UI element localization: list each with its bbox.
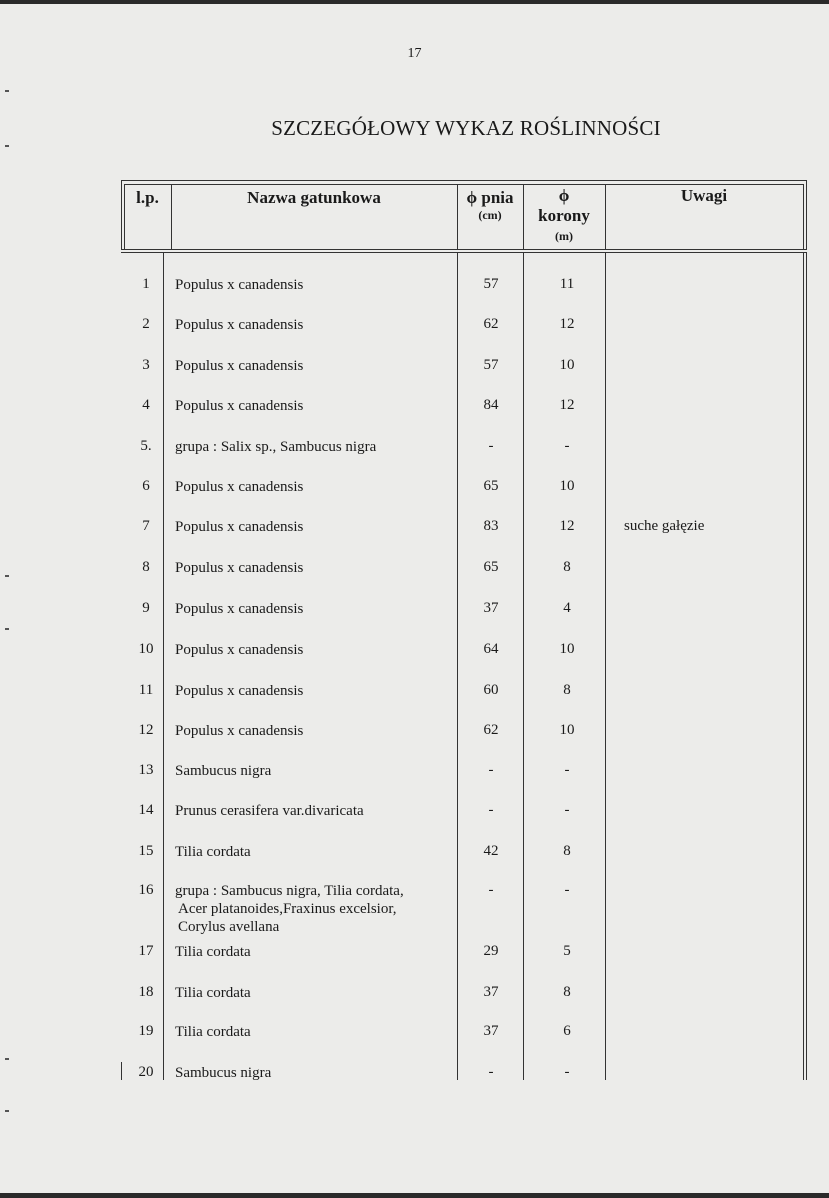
cell-pnia: 65 bbox=[483, 559, 499, 575]
cell-pnia: 84 bbox=[483, 397, 499, 413]
header-col-line bbox=[171, 184, 172, 250]
header-korony-unit: (m) bbox=[555, 229, 573, 243]
cell-pnia: 29 bbox=[483, 943, 499, 959]
header-pnia-label: ϕ pnia bbox=[466, 188, 514, 207]
cell-lp: 4 bbox=[142, 397, 150, 413]
page-number: 17 bbox=[407, 46, 422, 61]
cell-lp: 11 bbox=[138, 682, 154, 698]
cell-name bbox=[175, 518, 465, 536]
cell-lp: 5. bbox=[140, 438, 152, 454]
cell-pnia: 62 bbox=[483, 722, 499, 738]
cell-lp: 16 bbox=[138, 882, 154, 898]
cell-korony: 4 bbox=[563, 600, 571, 616]
cell-name bbox=[175, 438, 465, 456]
cell-name bbox=[175, 843, 465, 861]
cell-lp: 17 bbox=[138, 943, 154, 959]
cell-name bbox=[175, 802, 465, 820]
cell-name bbox=[175, 357, 465, 375]
body-outer-line bbox=[803, 253, 804, 1080]
cell-name bbox=[175, 641, 465, 659]
cell-lp: 1 bbox=[142, 276, 150, 292]
cell-korony: 12 bbox=[559, 518, 575, 534]
header-name: Nazwa gatunkowa bbox=[247, 188, 381, 207]
cell-pnia: 57 bbox=[483, 357, 499, 373]
cell-lp: 14 bbox=[138, 802, 154, 818]
cell-korony: 12 bbox=[559, 397, 575, 413]
cell-pnia: 83 bbox=[483, 518, 499, 534]
cell-pnia: 57 bbox=[483, 276, 499, 292]
cell-lp: 8 bbox=[142, 559, 150, 575]
body-col-line bbox=[605, 253, 606, 1080]
header-korony bbox=[523, 186, 605, 246]
cell-korony: 8 bbox=[563, 682, 571, 698]
cell-name-line: Sambucus nigra bbox=[175, 1065, 272, 1081]
scan-mark bbox=[5, 90, 9, 92]
cell-name bbox=[175, 882, 465, 936]
cell-name-line: Populus x canadensis bbox=[175, 358, 304, 374]
cell-pnia: - bbox=[488, 882, 494, 898]
cell-lp: 2 bbox=[142, 316, 150, 332]
cell-name-line: Prunus cerasifera var.divaricata bbox=[175, 803, 364, 819]
body-outer-line bbox=[806, 253, 807, 1080]
cell-name bbox=[175, 276, 465, 294]
cell-name-line: Tilia cordata bbox=[175, 1024, 251, 1040]
cell-lp: 13 bbox=[138, 762, 154, 778]
cell-lp: 9 bbox=[142, 600, 150, 616]
cell-lp: 3 bbox=[142, 357, 150, 373]
cell-name bbox=[175, 722, 465, 740]
cell-name bbox=[175, 1064, 465, 1082]
cell-name bbox=[175, 682, 465, 700]
cell-korony: - bbox=[564, 1064, 570, 1080]
scan-bottom-edge bbox=[0, 1193, 829, 1198]
cell-name-line: Populus x canadensis bbox=[175, 519, 304, 535]
cell-lp: 19 bbox=[138, 1023, 154, 1039]
page-title: SZCZEGÓŁOWY WYKAZ ROŚLINNOŚCI bbox=[271, 116, 661, 140]
cell-pnia: - bbox=[488, 762, 494, 778]
cell-name bbox=[175, 559, 465, 577]
header-pnia-unit: (cm) bbox=[478, 208, 502, 222]
scan-mark bbox=[5, 1110, 9, 1112]
cell-pnia: 62 bbox=[483, 316, 499, 332]
cell-name-line: Tilia cordata bbox=[175, 944, 251, 960]
cell-name-line: Tilia cordata bbox=[175, 844, 251, 860]
cell-lp: 6 bbox=[142, 478, 150, 494]
cell-pnia: 37 bbox=[483, 1023, 499, 1039]
cell-lp: 18 bbox=[138, 984, 154, 1000]
header-col-line bbox=[457, 184, 458, 250]
cell-name-line: Populus x canadensis bbox=[175, 277, 304, 293]
cell-name bbox=[175, 943, 465, 961]
cell-name-line: Populus x canadensis bbox=[175, 560, 304, 576]
cell-name-line: Populus x canadensis bbox=[175, 642, 304, 658]
scan-mark bbox=[5, 628, 9, 630]
cell-korony: 8 bbox=[563, 843, 571, 859]
cell-name-line: Populus x canadensis bbox=[175, 479, 304, 495]
cell-korony: - bbox=[564, 882, 570, 898]
cell-name-line: Sambucus nigra bbox=[175, 763, 272, 779]
cell-name bbox=[175, 984, 465, 1002]
cell-korony: 6 bbox=[563, 1023, 571, 1039]
header-inner-border bbox=[803, 184, 804, 250]
cell-name-line: grupa : Salix sp., Sambucus nigra bbox=[175, 439, 377, 455]
cell-lp: 20 bbox=[138, 1064, 154, 1080]
cell-korony: 8 bbox=[563, 984, 571, 1000]
cell-name bbox=[175, 762, 465, 780]
cell-name-line: Tilia cordata bbox=[175, 985, 251, 1001]
cell-name bbox=[175, 316, 465, 334]
cell-pnia: 37 bbox=[483, 984, 499, 1000]
header-col-line bbox=[523, 184, 524, 250]
header-col-line bbox=[605, 184, 606, 250]
body-col-line bbox=[523, 253, 524, 1080]
cell-name bbox=[175, 600, 465, 618]
cell-korony: 10 bbox=[559, 478, 575, 494]
scan-mark bbox=[5, 145, 9, 147]
cell-pnia: 42 bbox=[483, 843, 499, 859]
scan-top-edge bbox=[0, 0, 829, 4]
cell-name-line: grupa : Sambucus nigra, Tilia cordata, bbox=[175, 883, 404, 899]
cell-lp: 7 bbox=[142, 518, 150, 534]
header-korony-label: korony bbox=[538, 206, 590, 225]
cell-korony: 12 bbox=[559, 316, 575, 332]
cell-pnia: 60 bbox=[483, 682, 499, 698]
header-lp: l.p. bbox=[136, 188, 159, 207]
cell-name bbox=[175, 397, 465, 415]
cell-name-line: Acer platanoides,Fraxinus excelsior, bbox=[178, 901, 397, 917]
cell-name bbox=[175, 1023, 465, 1041]
cell-pnia: 64 bbox=[483, 641, 499, 657]
cell-pnia: - bbox=[488, 438, 494, 454]
cell-lp: 12 bbox=[138, 722, 154, 738]
cell-korony: - bbox=[564, 802, 570, 818]
cell-name bbox=[175, 478, 465, 496]
header-uwagi: Uwagi bbox=[680, 186, 728, 205]
cell-name-line: Populus x canadensis bbox=[175, 317, 304, 333]
cell-pnia: - bbox=[488, 802, 494, 818]
cell-korony: - bbox=[564, 438, 570, 454]
cell-korony: 10 bbox=[559, 641, 575, 657]
cell-korony: 5 bbox=[563, 943, 571, 959]
header-korony-symbol: ϕ bbox=[558, 186, 570, 205]
scan-mark bbox=[5, 1058, 9, 1060]
cell-pnia: - bbox=[488, 1064, 494, 1080]
cell-lp: 10 bbox=[138, 641, 154, 657]
cell-korony: 10 bbox=[559, 357, 575, 373]
scan-mark bbox=[5, 575, 9, 577]
cell-name-line: Corylus avellana bbox=[178, 919, 280, 935]
cell-name-line: Populus x canadensis bbox=[175, 398, 304, 414]
cell-pnia: 65 bbox=[483, 478, 499, 494]
cell-uwagi: suche gałęzie bbox=[624, 518, 705, 534]
header-bottom-rule bbox=[121, 249, 807, 253]
cell-korony: 8 bbox=[563, 559, 571, 575]
cell-korony: 10 bbox=[559, 722, 575, 738]
cell-name-line: Populus x canadensis bbox=[175, 723, 304, 739]
cell-name-line: Populus x canadensis bbox=[175, 601, 304, 617]
cell-korony: 11 bbox=[559, 276, 575, 292]
cell-pnia: 37 bbox=[483, 600, 499, 616]
header-pnia bbox=[457, 188, 523, 223]
header-inner-border bbox=[124, 184, 804, 185]
cell-name-line: Populus x canadensis bbox=[175, 683, 304, 699]
cell-korony: - bbox=[564, 762, 570, 778]
cell-lp: 15 bbox=[138, 843, 154, 859]
